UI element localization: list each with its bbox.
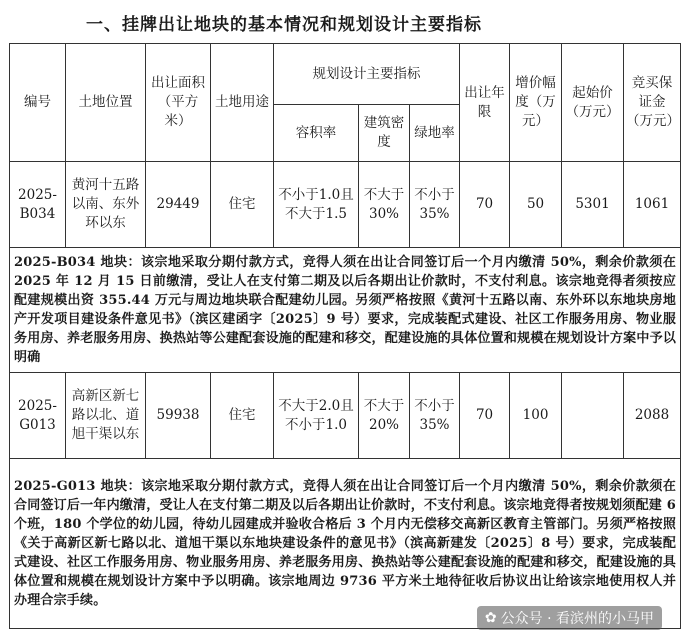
- parcel-area: 29449: [146, 162, 211, 248]
- parcel-start-price: [562, 373, 624, 459]
- parcel-term: 70: [460, 162, 510, 248]
- header-area: 出让面积（平方米）: [146, 44, 211, 162]
- parcel-far: 不大于2.0且不小于1.0: [274, 373, 359, 459]
- header-term: 出让年限: [460, 44, 510, 162]
- parcel-note: 2025-B034 地块：该宗地采取分期付款方式，竞得人须在出让合同签订后一个月内缴清 50%，剩余价款须在 2025 年 12 月 15 日前缴清，受让人在支付第二期及以后各期出让价款时，不支付利息。该宗地竞得者须按应配建规模出资 355.44 万元与周边地块联合配建幼儿园。另须严格按照《黄河十五路以南、东外环以东地块房地产开发项目建设条件意见书》（滨区建函字〔2025〕9 号）要求，完成装配式建设、社区工作服务用房、物业服务用房、养老服务用房、换热站等公建配套设施的配建和移交，配建设施的具体位置和规模在规划设计方案中予以明确: [10, 248, 681, 373]
- parcel-green: 不小于35%: [410, 373, 460, 459]
- header-far: 容积率: [274, 105, 359, 162]
- parcel-start-price: 5301: [562, 162, 624, 248]
- parcel-increment: 50: [510, 162, 562, 248]
- parcel-deposit: 2088: [624, 373, 681, 459]
- parcel-density: 不大于20%: [359, 373, 410, 459]
- parcel-density: 不大于30%: [359, 162, 410, 248]
- watermark-text: 公众号 · 看滨州的小马甲: [500, 611, 654, 627]
- header-increment: 增价幅度（万元）: [510, 44, 562, 162]
- parcel-far: 不小于1.0且不大于1.5: [274, 162, 359, 248]
- note-row: [10, 459, 681, 629]
- header-planning: 规划设计主要指标: [274, 44, 460, 105]
- header-green: 绿地率: [410, 105, 460, 162]
- header-location: 土地位置: [66, 44, 146, 162]
- table-row: [10, 373, 681, 459]
- parcel-code: 2025-B034: [10, 162, 66, 248]
- table-row: [10, 162, 681, 248]
- page-title: 一、挂牌出让地块的基本情况和规划设计主要指标: [86, 15, 482, 35]
- header-code: 编号: [10, 44, 66, 162]
- parcel-use: 住宅: [211, 373, 274, 459]
- header-start-price: 起始价（万元）: [562, 44, 624, 162]
- parcel-green: 不小于35%: [410, 162, 460, 248]
- header-row: [10, 44, 681, 105]
- parcel-deposit: 1061: [624, 162, 681, 248]
- parcel-use: 住宅: [211, 162, 274, 248]
- parcel-area: 59938: [146, 373, 211, 459]
- header-density: 建筑密度: [359, 105, 410, 162]
- parcel-location: 高新区新七路以北、道旭干渠以东: [66, 373, 146, 459]
- header-use: 土地用途: [211, 44, 274, 162]
- parcel-increment: 100: [510, 373, 562, 459]
- parcel-note: 2025-G013 地块：该宗地采取分期付款方式，竞得人须在出让合同签订后一个月内缴清 50%，剩余价款须在合同签订后一年内缴清，受让人在支付第二期及以后各期出让价款时，不支付利息。该宗地竞得者按规划须配建 6 个班，180 个学位的幼儿园，待幼儿园建成并验收合格后 3 个月内无偿移交高新区教育主管部门。另须严格按照《关于高新区新七路以北、道旭干渠以东地块建设条件的意见书》（滨高新建发〔2025〕8 号）要求，完成装配式建设、社区工作服务用房、物业服务用房、养老服务用房、换热站等公建配套设施的配建和移交，配建设施的具体位置和规模在规划设计方案中予以明确。该宗地周边 9736 平方米土地待征收后协议出让给该宗地使用权人并办理合宗手续。: [10, 459, 681, 629]
- parcel-term: 70: [460, 373, 510, 459]
- land-parcel-table: [9, 43, 681, 629]
- watermark: [477, 606, 662, 630]
- header-deposit: 竞买保证金（万元）: [624, 44, 681, 162]
- parcel-location: 黄河十五路以南、东外环以东: [66, 162, 146, 248]
- wechat-icon: ✿: [484, 610, 497, 626]
- parcel-code: 2025-G013: [10, 373, 66, 459]
- note-row: [10, 248, 681, 373]
